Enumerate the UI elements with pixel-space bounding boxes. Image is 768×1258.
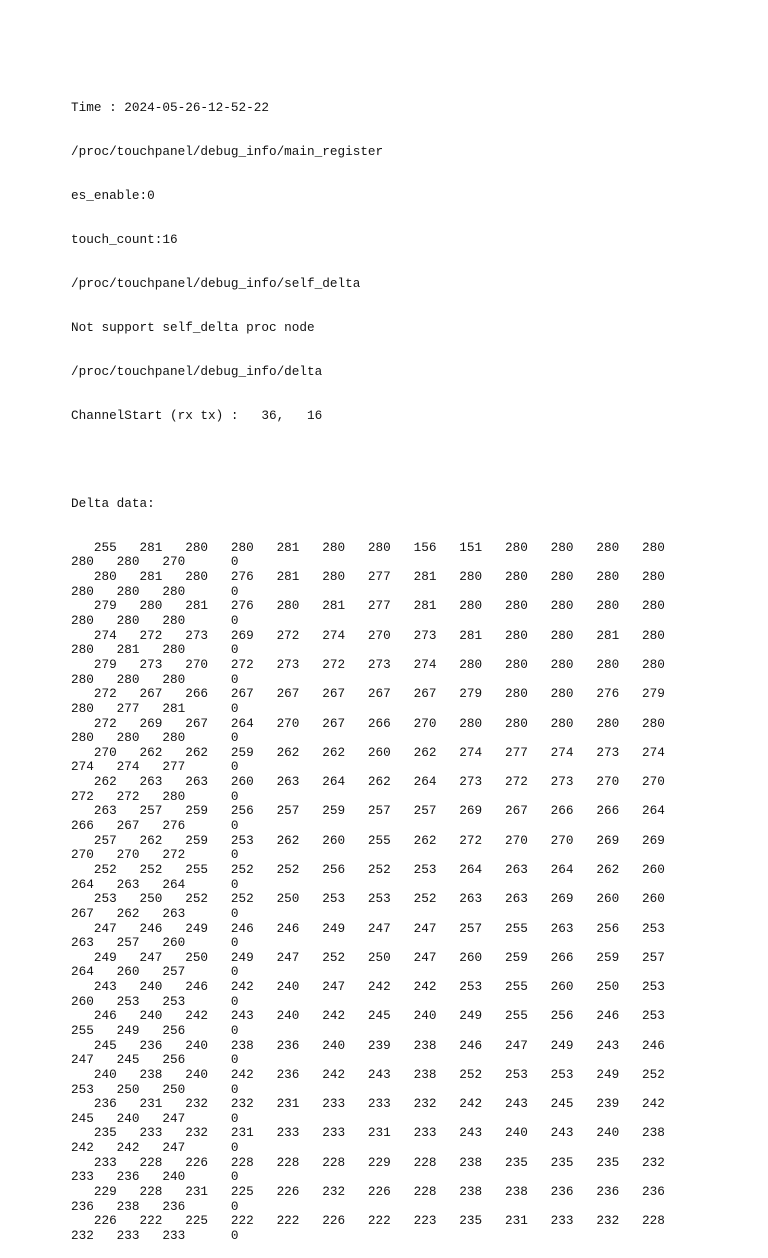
delta-row: 270 262 262 259 262 262 260 262 274 277 274 273 274 <box>71 744 665 760</box>
self-delta-message: Not support self_delta proc node <box>71 320 315 336</box>
delta-row: 272 269 267 264 270 267 266 270 280 280 280 280 280 <box>71 715 665 731</box>
delta-row-continuation: 253 250 250 0 <box>71 1081 239 1097</box>
debug-log-document <box>71 72 751 1258</box>
delta-row: 279 273 270 272 273 272 273 274 280 280 280 280 280 <box>71 656 665 672</box>
delta-row: 240 238 240 242 236 242 243 238 252 253 253 249 252 <box>71 1066 665 1082</box>
delta-row-continuation: 233 236 240 0 <box>71 1169 239 1185</box>
delta-row-continuation: 263 257 260 0 <box>71 935 239 951</box>
delta-row-continuation: 272 272 280 0 <box>71 788 239 804</box>
delta-row-continuation: 242 242 247 0 <box>71 1140 239 1156</box>
delta-row-continuation: 255 249 256 0 <box>71 1022 239 1038</box>
delta-row-continuation: 264 260 257 0 <box>71 964 239 980</box>
delta-row: 247 246 249 246 246 249 247 247 257 255 263 256 253 <box>71 920 665 936</box>
delta-row: 233 228 226 228 228 228 229 228 238 235 235 235 232 <box>71 1154 665 1170</box>
delta-row: 253 250 252 252 250 253 253 252 263 263 269 260 260 <box>71 891 665 907</box>
delta-row: 252 252 255 252 252 256 252 253 264 263 264 262 260 <box>71 861 665 877</box>
channel-start-line: ChannelStart (rx tx) : 36, 16 <box>71 407 323 423</box>
delta-row: 272 267 266 267 267 267 267 267 279 280 280 276 279 <box>71 686 665 702</box>
delta-row: 249 247 250 249 247 252 250 247 260 259 266 259 257 <box>71 949 665 965</box>
es-enable-line: es_enable:0 <box>71 188 155 204</box>
delta-row-continuation: 236 238 236 0 <box>71 1198 239 1214</box>
delta-row: 226 222 225 222 222 226 222 223 235 231 233 232 228 <box>71 1213 665 1229</box>
delta-row-continuation: 280 277 281 0 <box>71 700 239 716</box>
delta-row-continuation: 267 262 263 0 <box>71 905 239 921</box>
delta-row: 246 240 242 243 240 242 245 240 249 255 256 246 253 <box>71 1008 665 1024</box>
delta-row: 263 257 259 256 257 259 257 257 269 267 266 266 264 <box>71 803 665 819</box>
delta-row-continuation: 266 267 276 0 <box>71 818 239 834</box>
delta-path: /proc/touchpanel/debug_info/delta <box>71 364 323 380</box>
delta-row-continuation: 280 280 280 0 <box>71 613 239 629</box>
delta-row: 235 233 232 231 233 233 231 233 243 240 243 240 238 <box>71 1125 665 1141</box>
delta-row: 280 281 280 276 281 280 277 281 280 280 280 280 280 <box>71 569 665 585</box>
self-delta-path: /proc/touchpanel/debug_info/self_delta <box>71 276 361 292</box>
delta-row-continuation: 270 270 272 0 <box>71 847 239 863</box>
delta-row-continuation: 280 280 280 0 <box>71 671 239 687</box>
delta-row: 229 228 231 225 226 232 226 228 238 238 236 236 236 <box>71 1184 665 1200</box>
timestamp-line: Time : 2024-05-26-12-52-22 <box>71 100 269 116</box>
delta-row-continuation: 274 274 277 0 <box>71 759 239 775</box>
touch-count-line: touch_count:16 <box>71 232 178 248</box>
main-register-path: /proc/touchpanel/debug_info/main_register <box>71 144 384 160</box>
delta-row-continuation: 264 263 264 0 <box>71 876 239 892</box>
delta-row: 245 236 240 238 236 240 239 238 246 247 249 243 246 <box>71 1037 665 1053</box>
delta-row-continuation: 280 280 270 0 <box>71 554 239 570</box>
delta-row: 262 263 263 260 263 264 262 264 273 272 273 270 270 <box>71 774 665 790</box>
delta-row: 274 272 273 269 272 274 270 273 281 280 280 281 280 <box>71 627 665 643</box>
delta-row-continuation: 280 281 280 0 <box>71 642 239 658</box>
delta-row: 243 240 246 242 240 247 242 242 253 255 260 250 253 <box>71 979 665 995</box>
delta-row-continuation: 280 280 280 0 <box>71 583 239 599</box>
delta-row: 255 281 280 280 281 280 280 156 151 280 280 280 280 <box>71 539 665 555</box>
delta-row: 279 280 281 276 280 281 277 281 280 280 280 280 280 <box>71 598 665 614</box>
delta-data-table <box>71 541 751 1244</box>
delta-row: 236 231 232 232 231 233 233 232 242 243 245 239 242 <box>71 1096 665 1112</box>
blank-spacer <box>71 453 751 468</box>
delta-row-continuation: 232 233 233 0 <box>71 1227 239 1243</box>
delta-row-continuation: 280 280 280 0 <box>71 730 239 746</box>
delta-row: 257 262 259 253 262 260 255 262 272 270 270 269 269 <box>71 832 665 848</box>
delta-row-continuation: 260 253 253 0 <box>71 993 239 1009</box>
delta-data-title: Delta data: <box>71 495 155 511</box>
delta-row-continuation: 247 245 256 0 <box>71 1052 239 1068</box>
delta-row-continuation: 245 240 247 0 <box>71 1110 239 1126</box>
